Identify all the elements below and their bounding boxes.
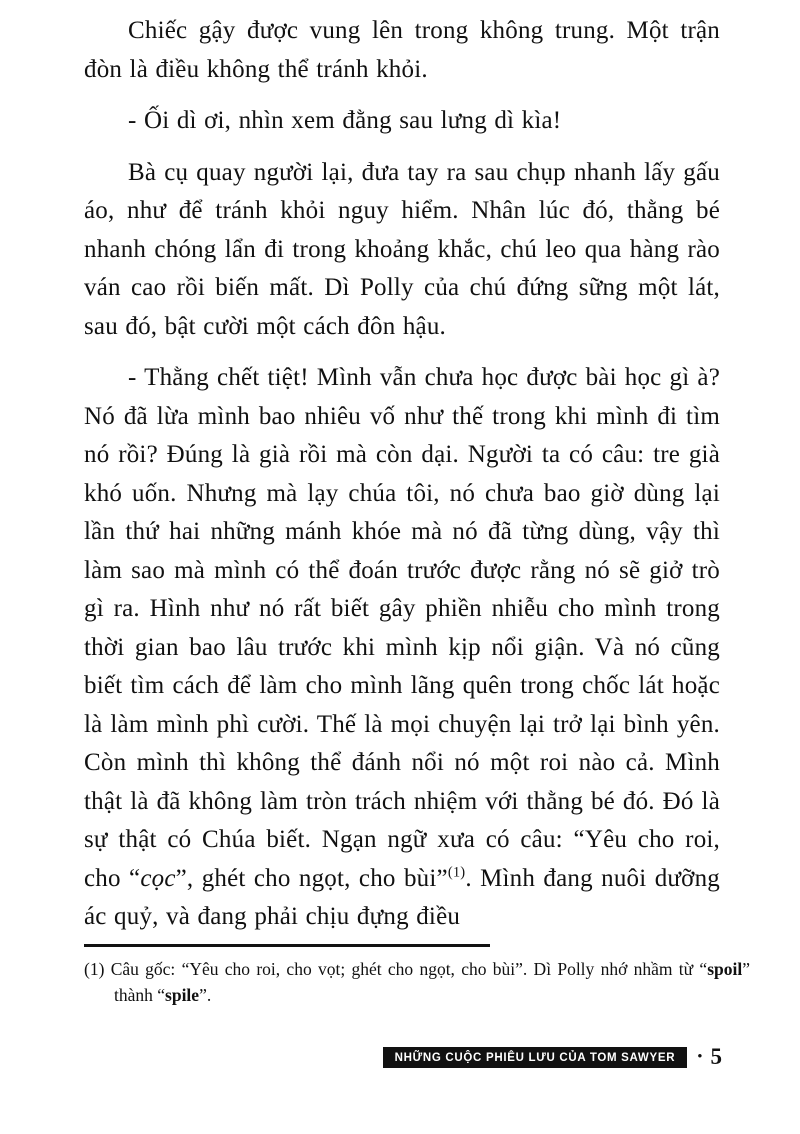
page-footer bbox=[383, 1044, 722, 1070]
text-run: - Thằng chết tiệt! Mình vẫn chưa học được bài học gì à? Nó đã lừa mình bao nhiêu vố như thế trong khi mình đi tìm nó rồi? Đúng là già rồi mà còn dại. Người ta có câu: tre già khó uốn. Nhưng mà lạy chúa tôi, nó chưa bao giờ dùng lại lần thứ hai những mánh khóe mà nó đã từng dùng, vậy thì làm sao mà mình có thể đoán trước được rằng nó sẽ giở trò gì ra. Hình như nó rất biết gây phiền nhiễu cho mình trong thời gian bao lâu trước khi mình kịp nổi giận. Và nó cũng biết tìm cách để làm cho mình lãng quên trong chốc lát hoặc là làm mình phì cười. Thế là mọi chuyện lại trở lại bình yên. Còn mình thì không thể đánh nổi nó một roi nào cả. Mình thật là đã không làm tròn trách nhiệm với thằng bé đó. Đó là sự thật có Chúa biết. Ngạn ngữ xưa có câu: “Yêu cho roi, cho “ bbox=[84, 364, 720, 892]
text-run: cọc bbox=[140, 864, 176, 892]
running-title: NHỮNG CUỘC PHIÊU LƯU CỦA TOM SAWYER bbox=[394, 1051, 676, 1064]
body-text bbox=[84, 12, 720, 950]
text-run: Bà cụ quay người lại, đưa tay ra sau chụp nhanh lấy gấu áo, như để tránh khỏi nguy hiểm. Nhân lúc đó, thằng bé nhanh chóng lẩn đi trong khoảng khắc, chú leo qua hàng rào ván cao rồi biến mất. Dì Polly của chú đứng sững một lát, sau đó, bật cười một cách đôn hậu. bbox=[84, 158, 720, 340]
paragraph bbox=[84, 359, 720, 937]
text-run: . Mình đang nuôi dưỡng ác quỷ, và đang phải chịu đựng điều bbox=[84, 864, 720, 930]
page-number: 5 bbox=[710, 1044, 722, 1069]
paragraph bbox=[84, 12, 720, 89]
text-run: (1) bbox=[447, 864, 466, 881]
text-run: - Ối dì ơi, nhìn xem đằng sau lưng dì kìa! bbox=[128, 107, 562, 134]
text-run: ”, ghét cho ngọt, cho bùi” bbox=[175, 864, 448, 892]
paragraph bbox=[84, 102, 720, 141]
footer-bullet: • bbox=[697, 1048, 703, 1065]
paragraph bbox=[84, 154, 720, 347]
text-run: spoil bbox=[707, 959, 743, 979]
text-run: Chiếc gậy được vung lên trong không trung. Một trận đòn là điều không thể tránh khỏi. bbox=[84, 17, 720, 83]
footnote bbox=[84, 956, 750, 1008]
text-run: (1) Câu gốc: “Yêu cho roi, cho vọt; ghét cho ngọt, cho bùi”. Dì Polly nhớ nhầm từ “ bbox=[84, 959, 708, 979]
text-run: ” thành “ bbox=[114, 959, 750, 1005]
running-title-bar bbox=[383, 1047, 688, 1068]
text-run: ”. bbox=[199, 985, 212, 1005]
footnote-area bbox=[84, 926, 750, 1008]
footnote-divider bbox=[84, 944, 490, 947]
text-run: spile bbox=[165, 985, 200, 1005]
